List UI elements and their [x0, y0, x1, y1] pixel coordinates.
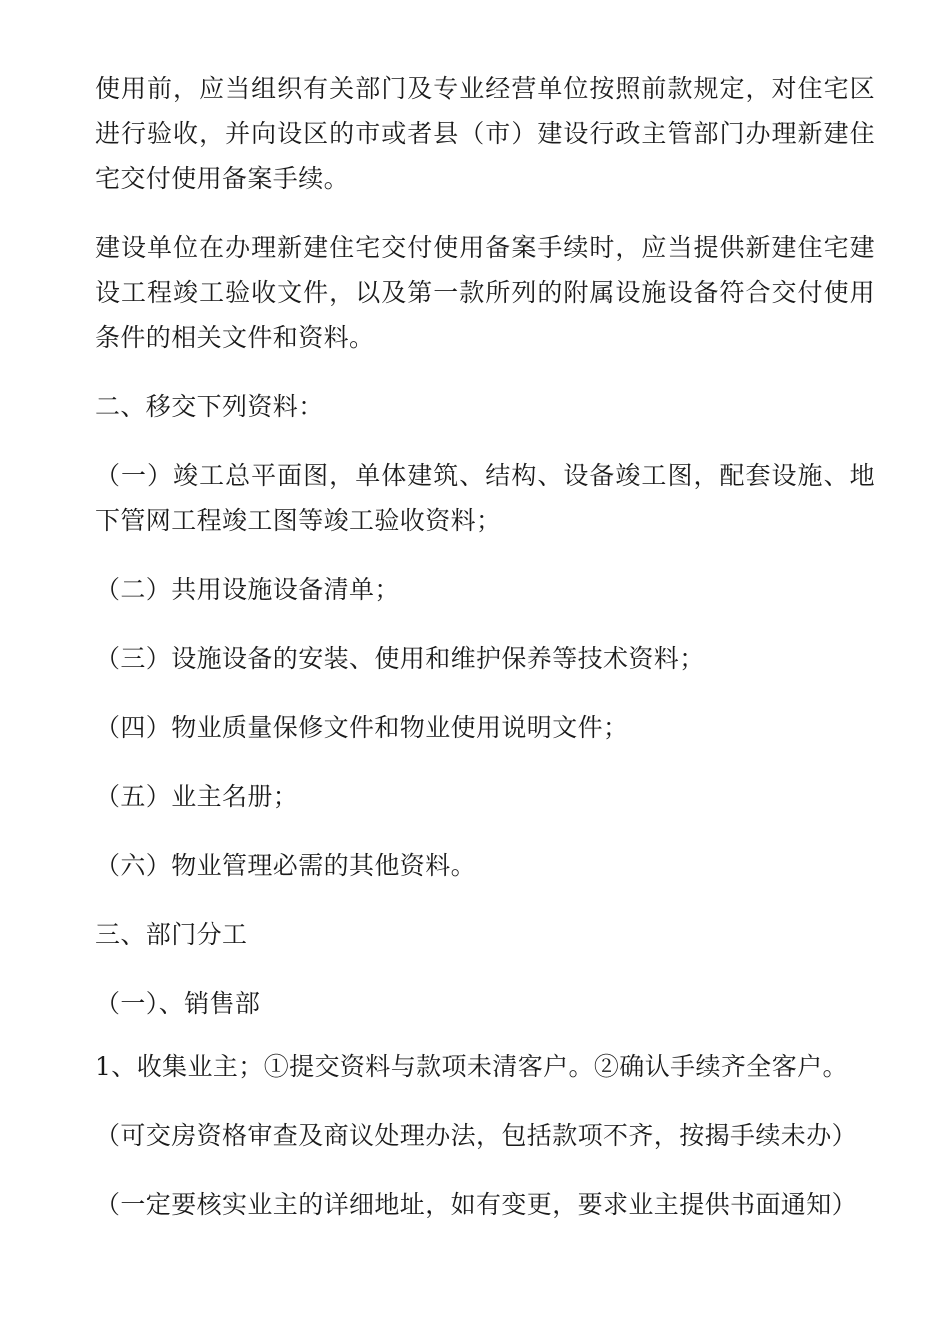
list-item-shared-facilities: （二）共用设施设备清单； — [95, 575, 400, 604]
section-heading-transfer-materials: 二、移交下列资料： — [95, 392, 324, 421]
paragraph-acceptance-before-use: 使用前，应当组织有关部门及专业经营单位按照前款规定，对住宅区进行验收，并向设区的市或者县（市）建设行政主管部门办理新建住宅交付使用备案手续。 — [95, 74, 875, 193]
list-item-warranty-documents: （四）物业质量保修文件和物业使用说明文件； — [95, 713, 629, 742]
subsection-heading-sales: （一）、销售部 — [95, 989, 261, 1018]
note-eligibility-review: （可交房资格审查及商议处理办法，包括款项不齐，按揭手续未办） — [95, 1121, 858, 1150]
task-item-collect-owners: 1、收集业主；①提交资料与款项未清客户。②确认手续齐全客户。 — [95, 1052, 848, 1081]
paragraph-filing-documents: 建设单位在办理新建住宅交付使用备案手续时，应当提供新建住宅建设工程竣工验收文件，以及第一款所列的附属设施设备符合交付使用条件的相关文件和资料。 — [95, 233, 875, 352]
document-page — [95, 66, 875, 1251]
list-item-other-materials: （六）物业管理必需的其他资料。 — [95, 851, 477, 880]
list-item-completion-drawings: （一）竣工总平面图，单体建筑、结构、设备竣工图，配套设施、地下管网工程竣工图等竣工验收资料； — [95, 461, 875, 535]
note-verify-address: （一定要核实业主的详细地址，如有变更，要求业主提供书面通知） — [95, 1190, 858, 1219]
list-item-technical-data: （三）设施设备的安装、使用和维护保养等技术资料； — [95, 644, 705, 673]
section-heading-division-of-labor: 三、部门分工 — [95, 920, 248, 949]
list-item-owner-register: （五）业主名册； — [95, 782, 299, 811]
